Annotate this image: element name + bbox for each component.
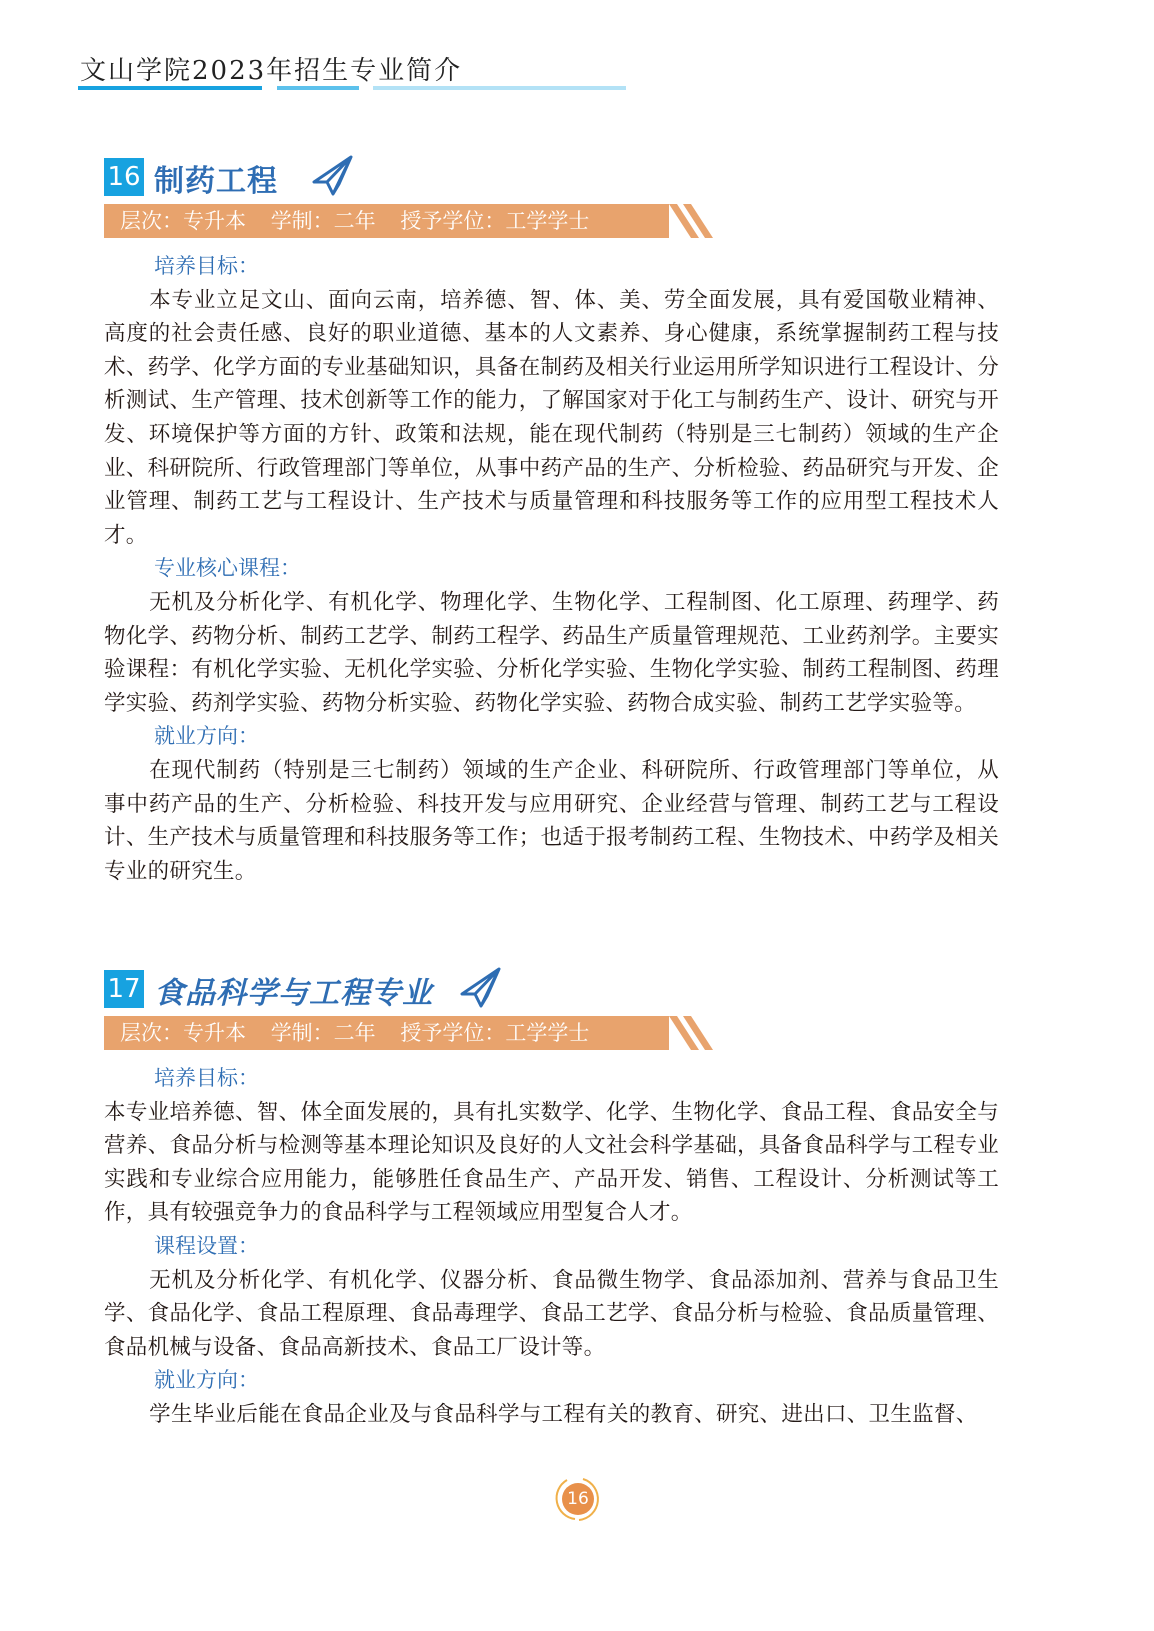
subheading: 培养目标： [154, 254, 259, 278]
section-title: 食品科学与工程专业 [154, 976, 433, 1011]
slash-decoration [669, 1016, 713, 1050]
level: 层次：专升本 [120, 1021, 246, 1045]
paragraph: 本专业立足文山、面向云南，培养德、智、体、美、劳全面发展，具有爱国敬业精神、高度的社会责任感、良好的职业道德、基本的人文素养、身心健康，系统掌握制药工程与技术、药学、化学方面的专业基础知识，具备在制药及相关行业运用所学知识进行工程设计、分析测试、生产管理、技术创新等工作的能力，了解国家对于化工与制药生产、设计、研究与开发、环境保护等方面的方针、政策和法规，能在现代制药（特别是三七制药）领域的生产企业、科研院所、行政管理部门等单位，从事中药产品的生产、分析检验、药品研究与开发、企业管理、制药工艺与工程设计、生产技术与质量管理和科技服务等工作的应用型工程技术人才。 [104, 287, 999, 548]
paper-plane-icon [459, 966, 503, 1010]
section-17 [104, 966, 999, 1432]
section-title: 制药工程 [154, 164, 278, 199]
subheading: 课程设置： [154, 1233, 259, 1258]
subheading: 就业方向： [154, 1368, 259, 1393]
paragraph: 在现代制药（特别是三七制药）领域的生产企业、科研院所、行政管理部门等单位，从事中药产品的生产、分析检验、科技开发与应用研究、企业经营与管理、制药工艺与工程设计、生产技术与质量管理和科技服务等工作；也适于报考制药工程、生物技术、中药学及相关专业的研究生。 [104, 757, 999, 884]
subheading: 专业核心课程： [154, 556, 301, 581]
degree: 授予学位：工学学士 [400, 1021, 590, 1045]
slash-decoration [669, 204, 713, 238]
paragraph: 无机及分析化学、有机化学、仪器分析、食品微生物学、食品添加剂、营养与食品卫生学、食品化学、食品工程原理、食品毒理学、食品工艺学、食品分析与检验、食品质量管理、食品机械与设备、食品高新技术、食品工厂设计等。 [104, 1267, 999, 1360]
program-info-bar [104, 1016, 669, 1050]
header-rule [78, 86, 262, 90]
subheading: 就业方向： [154, 724, 259, 749]
duration: 学制：二年 [270, 1021, 376, 1045]
header-title: 文山学院2023年招生专业简介 [80, 56, 463, 86]
paper-plane-icon [311, 154, 355, 198]
header-rule [373, 86, 626, 90]
duration: 学制：二年 [270, 209, 376, 233]
section-16 [104, 154, 999, 888]
paragraph: 无机及分析化学、有机化学、物理化学、生物化学、工程制图、化工原理、药理学、药物化学、药物分析、制药工艺学、制药工程学、药品生产质量管理规范、工业药剂学。主要实验课程：有机化学实验、无机化学实验、分析化学实验、生物化学实验、制药工程制图、药理学实验、药剂学实验、药物分析实验、药物化学实验、药物合成实验、制药工艺学实验等。 [104, 589, 999, 716]
paragraph: 本专业培养德、智、体全面发展的，具有扎实数学、化学、生物化学、食品工程、食品安全与营养、食品分析与检测等基本理论知识及良好的人文社会科学基础，具备食品科学与工程专业实践和专业综合应用能力，能够胜任食品生产、产品开发、销售、工程设计、分析测试等工作，具有较强竞争力的食品科学与工程领域应用型复合人才。 [104, 1099, 999, 1226]
subheading: 培养目标： [154, 1066, 259, 1090]
level: 层次：专升本 [120, 209, 246, 233]
program-info-bar [104, 204, 669, 238]
section-number: 17 [104, 970, 144, 1008]
header-rule [277, 86, 359, 90]
page-number-badge [553, 1474, 603, 1524]
section-number: 16 [104, 158, 144, 196]
paragraph: 学生毕业后能在食品企业及与食品科学与工程有关的教育、研究、进出口、卫生监督、 [149, 1401, 978, 1427]
page-number: 16 [567, 1489, 589, 1509]
degree: 授予学位：工学学士 [400, 209, 590, 233]
